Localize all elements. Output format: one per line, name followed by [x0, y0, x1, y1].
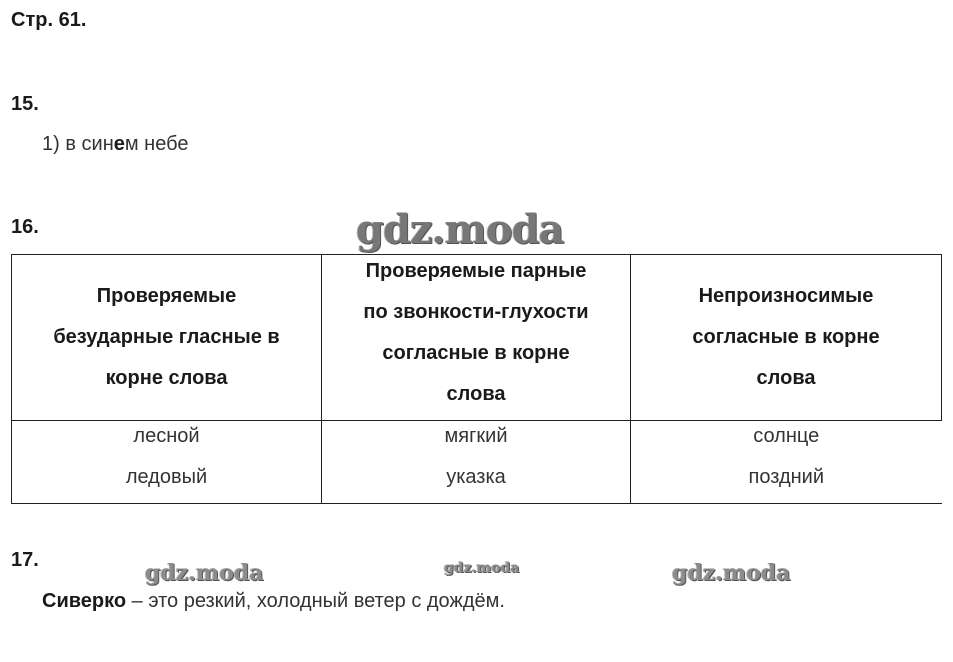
- exercise-17-number: 17.: [11, 549, 39, 571]
- answer-definition: – это резкий, холодный ветер с дождём.: [126, 590, 505, 612]
- header-line: безударные гласные в: [53, 326, 280, 348]
- watermark-logo: gdz.moda: [444, 560, 520, 576]
- exercise-17-answer: [42, 590, 505, 613]
- answer-highlight-letter: е: [113, 133, 125, 155]
- exercise-15-answer: [42, 133, 188, 156]
- header-line: корне слова: [105, 367, 228, 389]
- page-label: Стр. 61.: [11, 9, 87, 31]
- spelling-table: [11, 254, 942, 504]
- header-line: Проверяемые парные: [365, 260, 587, 282]
- header-line: Непроизносимые: [698, 285, 874, 307]
- header-line: слова: [446, 383, 506, 405]
- header-line: Проверяемые: [96, 285, 237, 307]
- table-cell-silent-consonants: [631, 421, 942, 504]
- watermark-logo: gdz.moda: [356, 206, 564, 253]
- answer-prefix: 1) в син: [42, 133, 114, 155]
- table-cell-paired-consonants: [322, 421, 631, 504]
- word-item: поздний: [748, 466, 825, 488]
- watermark-logo: gdz.moda: [145, 560, 264, 586]
- word-item: лесной: [133, 425, 200, 447]
- header-line: согласные в корне: [382, 342, 570, 364]
- table-row: [12, 421, 942, 504]
- column-header-paired-consonants: [322, 255, 631, 421]
- exercise-16-number: 16.: [11, 216, 39, 238]
- word-item: мягкий: [444, 425, 508, 447]
- word-item: ледовый: [125, 466, 208, 488]
- column-header-silent-consonants: [631, 255, 942, 421]
- word-item: солнце: [753, 425, 820, 447]
- answer-suffix: м небе: [124, 133, 189, 155]
- header-line: согласные в корне: [692, 326, 880, 348]
- header-line: слова: [756, 367, 816, 389]
- watermark-logo: gdz.moda: [672, 560, 791, 586]
- word-item: указка: [446, 466, 506, 488]
- table-cell-unstressed-vowels: [12, 421, 322, 504]
- column-header-unstressed-vowels: [12, 255, 322, 421]
- header-line: по звонкости-глухости: [363, 301, 589, 323]
- answer-term: Сиверко: [42, 590, 127, 612]
- table-header-row: [12, 255, 942, 421]
- exercise-15-number: 15.: [11, 93, 39, 115]
